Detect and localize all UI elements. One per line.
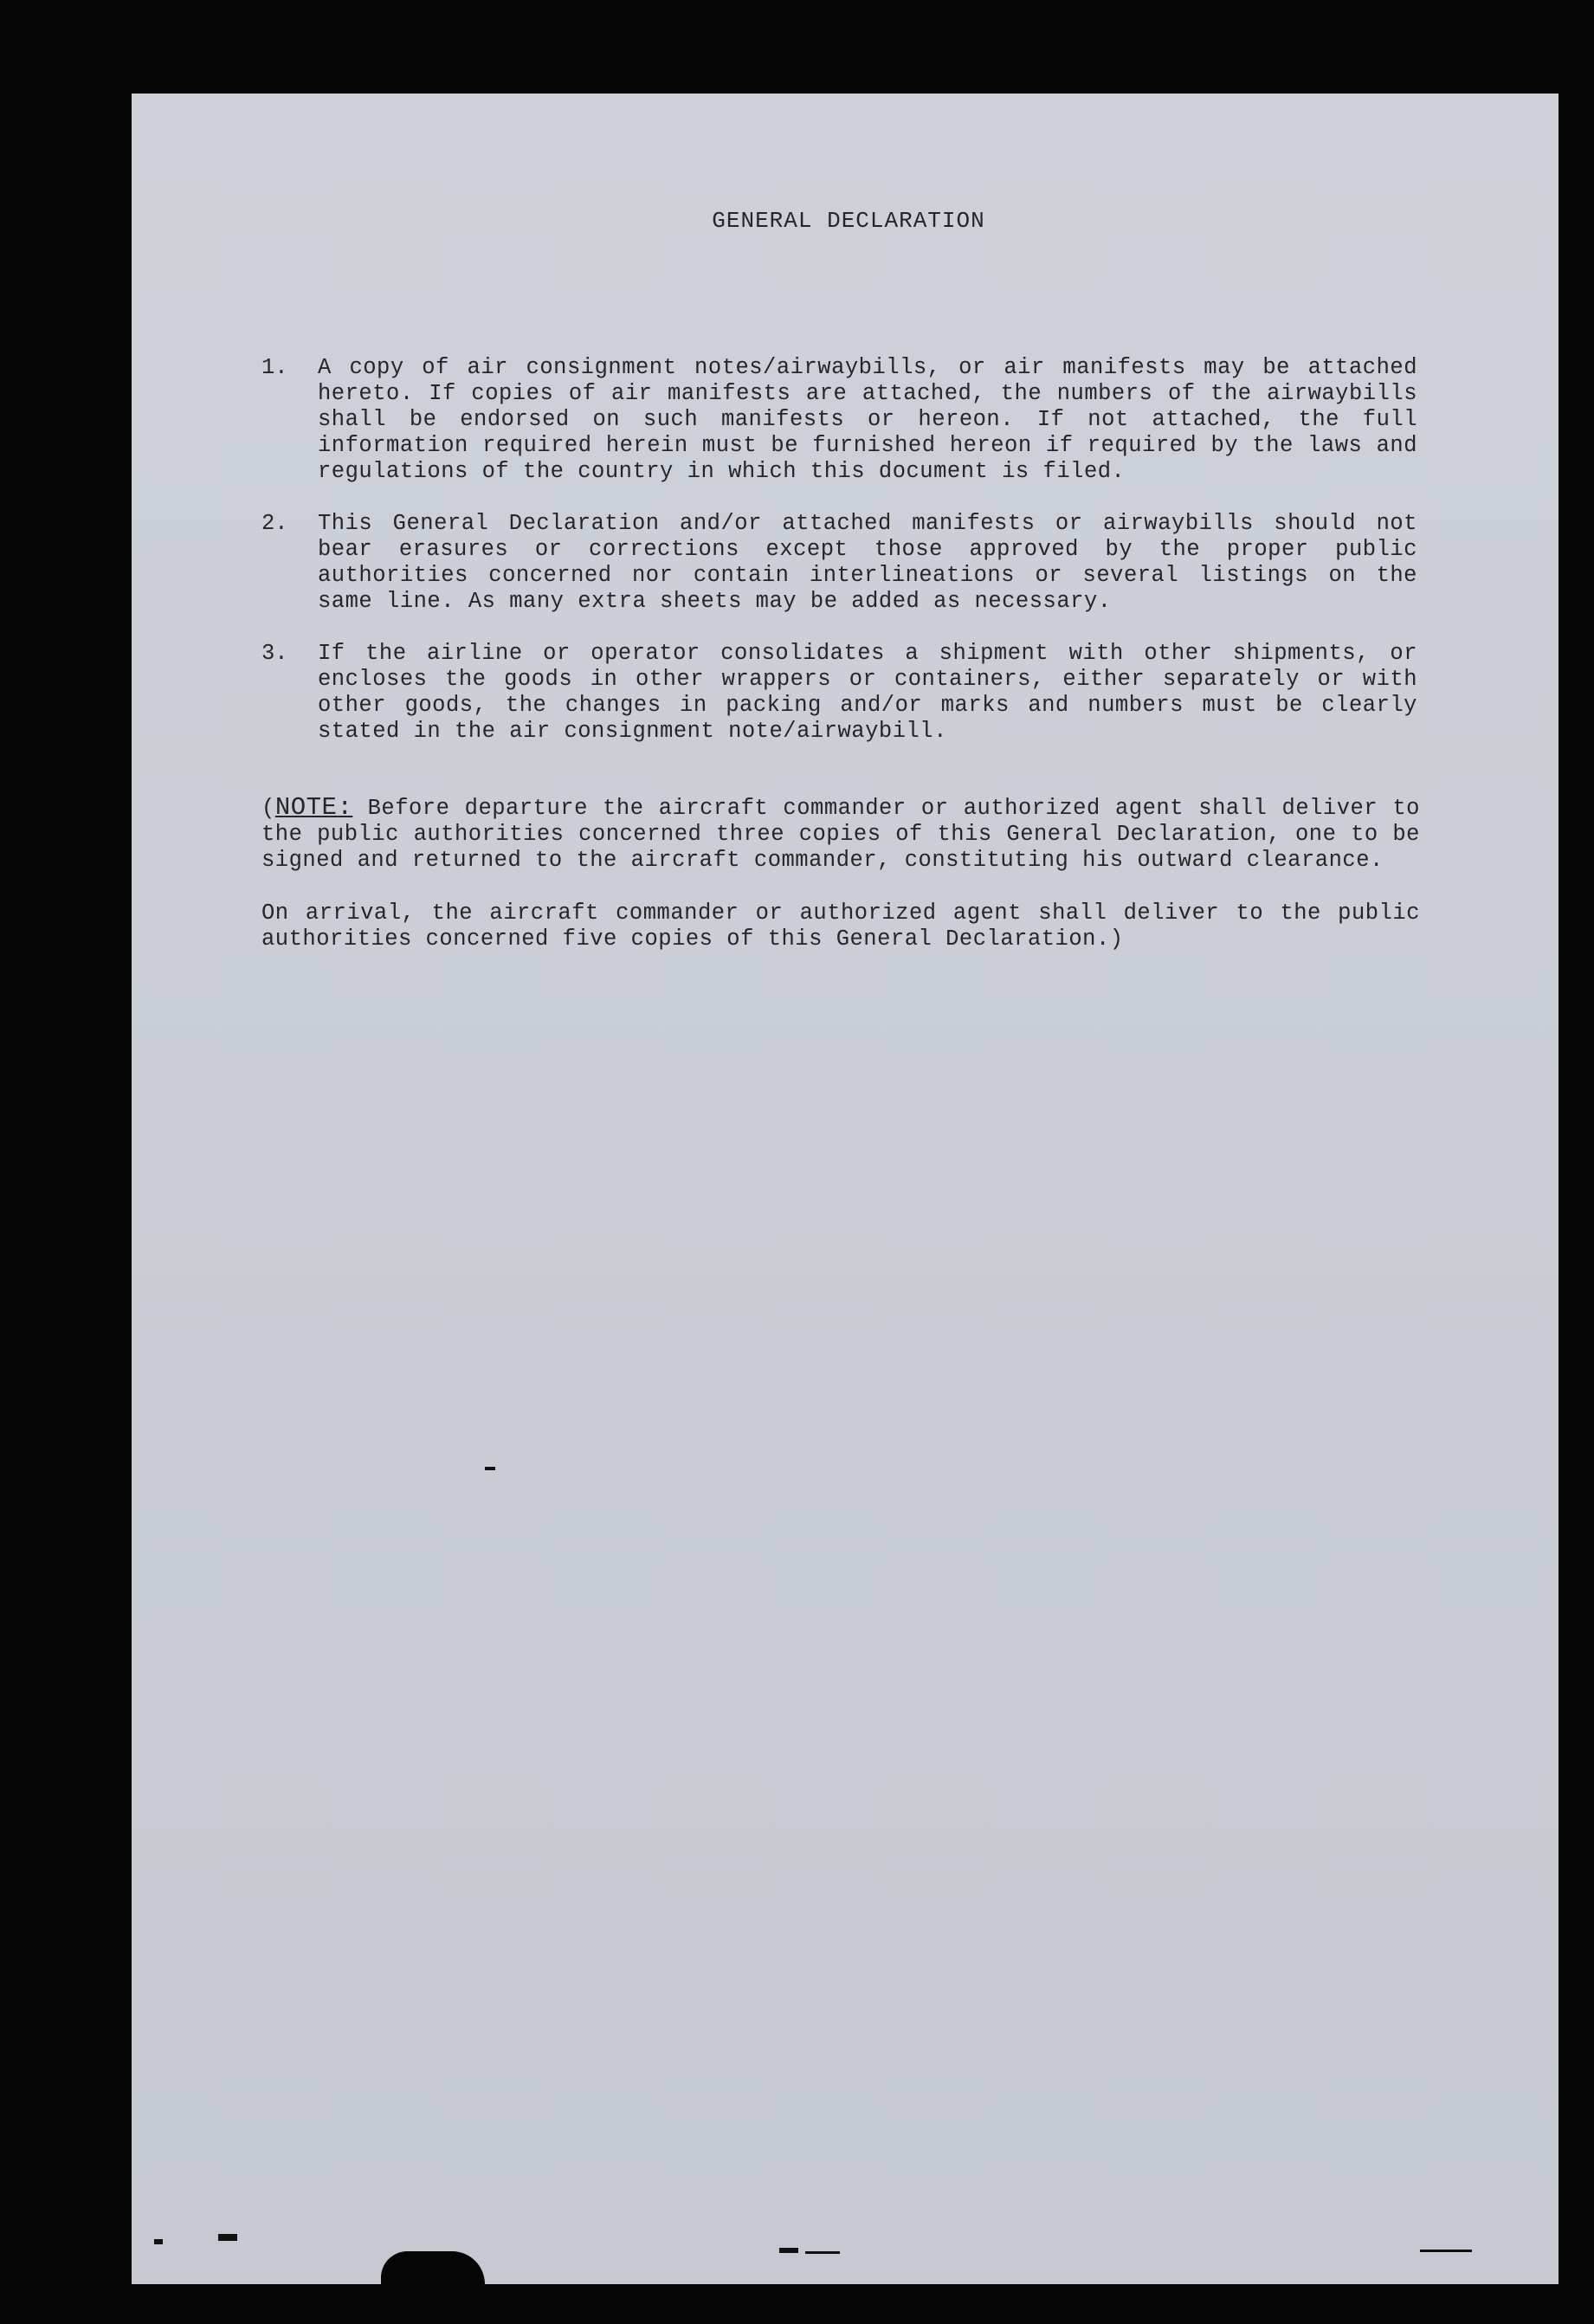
note-open-paren: ( [261,796,275,821]
document-title: GENERAL DECLARATION [712,208,985,234]
scan-tear [381,2251,485,2284]
scan-speck [805,2251,840,2254]
item-3-number: 3. [261,641,288,666]
note-text: Before departure the aircraft commander or authorized agent shall deliver to the public authorities concerned three copies of this General Declaration, one to be signed and returned to the aircraft commander, constituting his outward clearance. [261,796,1420,873]
scan-speck [779,2248,798,2253]
scan-speck [1420,2250,1472,2252]
arrival-paragraph: On arrival, the aircraft commander or authorized agent shall deliver to the public authorities concerned five copies of this General Declaration.) [261,901,1420,952]
item-1-number: 1. [261,355,288,380]
item-2-text: This General Declaration and/or attached manifests or airwaybills should not bear erasures or corrections except those approved by the proper public authorities concerned nor contain interlineations or several listings on the same line. As many extra sheets may be added as necessary. [318,511,1417,614]
item-1-text: A copy of air consignment notes/airwaybills, or air manifests may be attached hereto. If copies of air manifests are attached, the numbers of the airwaybills shall be endorsed on such manifests or hereon. If not attached, the full information required herein must be furnished hereon if required by the laws and regulations of the country in which this document is filed. [318,355,1417,484]
item-3-text: If the airline or operator consolidates a shipment with other shipments, or encloses the goods in other wrappers or containers, either separately or with other goods, the changes in packing and/or marks and numbers must be clearly stated in the air consignment note/airwaybill. [318,641,1417,744]
note-paragraph [261,795,1420,874]
item-2-number: 2. [261,511,288,536]
scan-speck [485,1467,495,1470]
note-label-colon: : [337,793,353,822]
scan-speck [218,2234,237,2241]
note-label: NOTE [274,793,338,822]
scan-speck [154,2239,163,2244]
